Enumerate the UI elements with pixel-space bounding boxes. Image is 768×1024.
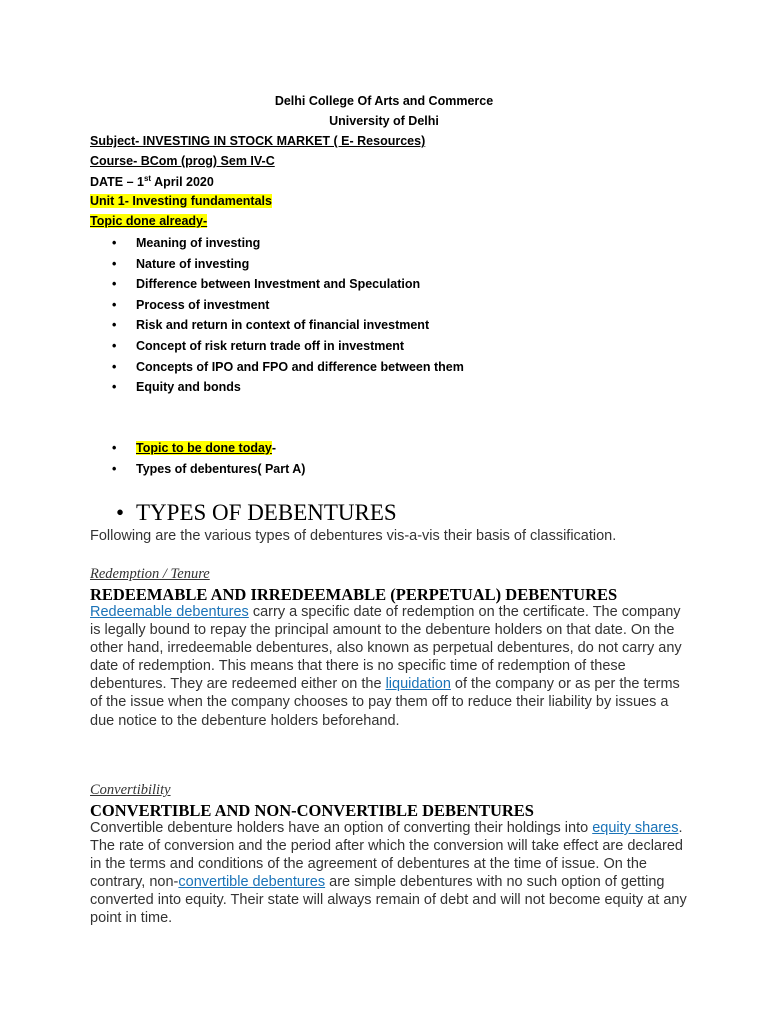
equity-shares-link[interactable]: equity shares: [592, 820, 679, 836]
section-heading-redeemable: REDEEMABLE AND IRREDEEMABLE (PERPETUAL) DEBENTURES: [90, 585, 618, 604]
course-line: Course- BCom (prog) Sem IV-C: [90, 154, 275, 168]
list-item: • Process of investment: [112, 297, 270, 312]
college-name: Delhi College Of Arts and Commerce: [274, 94, 494, 108]
university-name: University of Delhi: [329, 114, 439, 128]
section-category-convertibility: Convertibility: [90, 782, 171, 798]
list-item: • Concept of risk return trade off in investment: [112, 338, 405, 353]
list-item: • Equity and bonds: [112, 380, 241, 395]
list-item: • Nature of investing: [112, 256, 250, 271]
today-label: Topic to be done today: [136, 441, 272, 455]
article-intro: Following are the various types of debentures vis-a-vis their basis of classification.: [90, 528, 617, 544]
unit-line: Unit 1- Investing fundamentals: [90, 194, 272, 208]
subject-line: Subject- INVESTING IN STOCK MARKET ( E- Resources): [90, 134, 426, 148]
topics-done-list: [112, 236, 464, 401]
list-item: • Concepts of IPO and FPO and difference between them: [112, 359, 464, 374]
today-topic-item: • Types of debentures( Part A): [112, 462, 306, 476]
section-paragraph-redeemable: Redeemable debentures carry a specific date of redemption on the certificate. The company is legally bound to repay the principal amount to the debenture holders on that date. On the other hand, irredeemable debentures, also known as perpetual debentures, do not carry any date of redemption. This means that there is no specific time of redemption of these debentures. They are redeemed either on the liquidation of the company or as per the terms of the issue when the company chooses to pay them off to reduce their liability by issues a due notice to the debenture holders beforehand.: [90, 604, 682, 729]
liquidation-link[interactable]: liquidation: [385, 676, 451, 693]
redeemable-debentures-link[interactable]: Redeemable debentures: [90, 604, 249, 620]
section-paragraph-convertible: Convertible debenture holders have an option of converting their holdings into equity shares. The rate of conversion and the period after which the conversion will take effect are declared in the terms and conditions of the agreement of debentures at the time of issue. On the contrary, non-convertible debentures are simple debentures with no such option of getting converted into equity. Their state will always remain of debt and will not become equity at any point in time.: [90, 820, 687, 927]
section-heading-convertible: CONVERTIBLE AND NON-CONVERTIBLE DEBENTURES: [90, 801, 534, 820]
date-ordinal: st: [143, 174, 152, 183]
date-prefix: DATE – 1: [90, 175, 144, 190]
topic-done-label: Topic done already-: [90, 214, 208, 228]
article-title: • TYPES OF DEBENTURES: [116, 500, 397, 525]
list-item: • Meaning of investing: [112, 236, 261, 250]
today-label-item: • Topic to be done today-: [112, 441, 277, 455]
date-line: [90, 174, 214, 189]
date-suffix: April 2020: [151, 175, 214, 190]
convertible-debentures-link[interactable]: convertible debentures: [178, 874, 326, 891]
section-category-redemption: Redemption / Tenure: [90, 566, 210, 582]
list-item: • Difference between Investment and Speculation: [112, 277, 421, 292]
list-item: • Risk and return in context of financial investment: [112, 318, 430, 333]
